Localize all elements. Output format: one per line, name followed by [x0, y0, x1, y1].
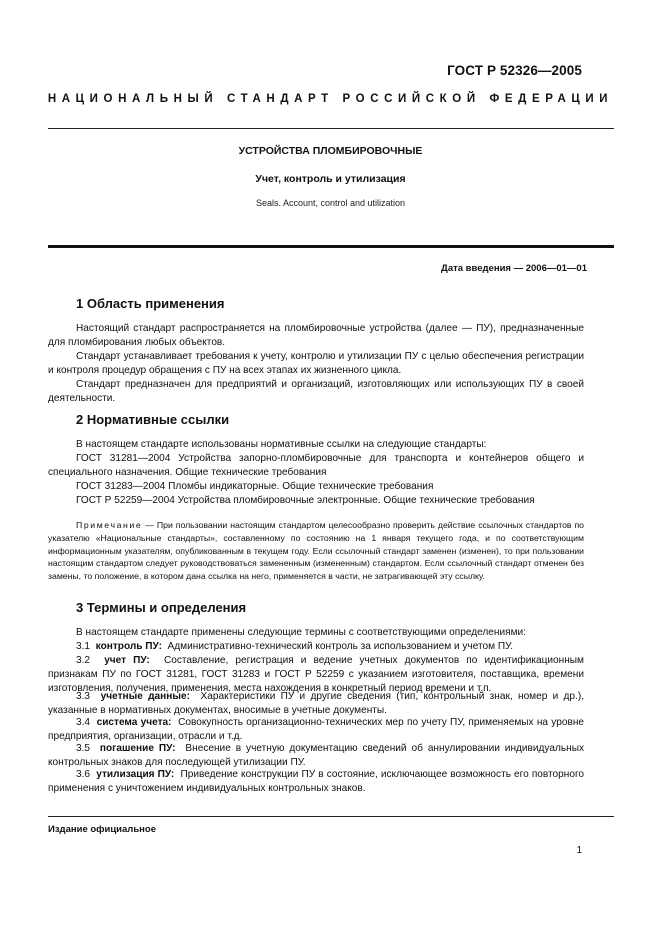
section-3-heading: 3 Термины и определения	[76, 600, 247, 615]
title-divider	[48, 245, 614, 248]
term-name: погашение ПУ:	[99, 743, 176, 754]
term-definition: 3.5 погашение ПУ: Внесение в учетную документацию сведений об аннулировании индивидуальных контрольных знаков для последующей утилизации ПУ.	[48, 743, 585, 768]
document-title-english: Seals. Account, control and utilization	[255, 198, 406, 208]
normative-reference: ГОСТ Р 52259—2004 Устройства пломбировочные электронные. Общие технические требования	[76, 495, 535, 506]
section-1-paragraph: Настоящий стандарт распространяется на пломбировочные устройства (далее — ПУ), предназначенные для пломбирования любых объектов.	[48, 323, 584, 348]
term-definition: 3.4 система учета: Совокупность организационно-технических мер по учету ПУ, применяемых на уровне предприятия, организации, отрасли и т.д.	[48, 717, 585, 742]
document-number: ГОСТ Р 52326—2005	[447, 63, 582, 78]
section-1-heading: 1 Область применения	[76, 296, 225, 311]
term-name: контроль ПУ:	[95, 641, 162, 652]
normative-reference: ГОСТ 31283—2004 Пломбы индикаторные. Общие технические требования	[76, 481, 434, 492]
term-name: учетные данные:	[100, 691, 190, 702]
normative-reference: ГОСТ 31281—2004 Устройства запорно-пломбировочные для транспорта и контейнеров общего и специального назначения. Общие технические требования	[48, 453, 584, 478]
section-1-paragraph: Стандарт предназначен для предприятий и организаций, изготовляющих или использующих ПУ в своей деятельности.	[48, 379, 584, 404]
official-edition-label: Издание официальное	[48, 824, 156, 835]
term-name: учет ПУ:	[104, 655, 150, 666]
term-definition: 3.2 учет ПУ: Составление, регистрация и ведение учетных документов по идентификационным признакам ПУ по ГОСТ 31281, ГОСТ 31283 и ГОСТ Р 52259 с указанием изготовителя, поставщика, времени изготовления, получения, применения, места нахождения в конкретный период времени и т.п.	[48, 655, 584, 694]
term-name: система учета:	[96, 717, 172, 728]
term-name: утилизация ПУ:	[96, 769, 175, 780]
note-label: Примечание	[76, 520, 143, 530]
term-definition: 3.6 утилизация ПУ: Приведение конструкции ПУ в состояние, исключающее возможность его повторного применения с уничтожением индивидуальных контрольных знаков.	[48, 769, 585, 794]
reference-note: Примечание — При пользовании настоящим стандартом целесообразно проверить действие ссылочных стандартов по указателю «Национальные стандарты», составленному по состоянию на 1 января текущего года, и по соответствующим информационным указателям, опубликованным в текущем году. Если ссылочный стандарт заменен (изменен), то при пользовании настоящим стандартом следует руководствоваться замененным (измененным) стандартом. Если ссылочный стандарт отменен без замены, то положение, в котором дана ссылка на него, применяется в части, не затрагивающей эту ссылку.	[48, 520, 584, 582]
term-definition: 3.3 учетные данные: Характеристики ПУ и другие сведения (тип, контрольный знак, номер и др.), указанные в нормативных документах, вносимые в учетные документы.	[48, 691, 585, 716]
national-standard-banner: НАЦИОНАЛЬНЫЙ СТАНДАРТ РОССИЙСКОЙ ФЕДЕРАЦИИ	[47, 93, 614, 105]
document-title: УСТРОЙСТВА ПЛОМБИРОВОЧНЫЕ	[238, 145, 423, 157]
introduction-date: Дата введения — 2006—01—01	[441, 263, 587, 274]
footer-divider	[48, 816, 614, 817]
section-2-heading: 2 Нормативные ссылки	[76, 412, 230, 427]
section-3-intro: В настоящем стандарте применены следующие термины с соответствующими определениями:	[76, 627, 526, 638]
header-divider	[48, 128, 614, 129]
section-1-paragraph: Стандарт устанавливает требования к учету, контролю и утилизации ПУ с целью обеспечения регистрации и контроля процедур обращения с ПУ на всех этапах их жизненного цикла.	[48, 351, 584, 376]
section-2-paragraph: В настоящем стандарте использованы нормативные ссылки на следующие стандарты:	[76, 439, 487, 450]
term-definition: 3.1 контроль ПУ: Административно-технический контроль за использованием и учетом ПУ.	[76, 641, 514, 652]
page-number: 1	[576, 845, 582, 856]
document-subtitle: Учет, контроль и утилизация	[255, 173, 406, 185]
